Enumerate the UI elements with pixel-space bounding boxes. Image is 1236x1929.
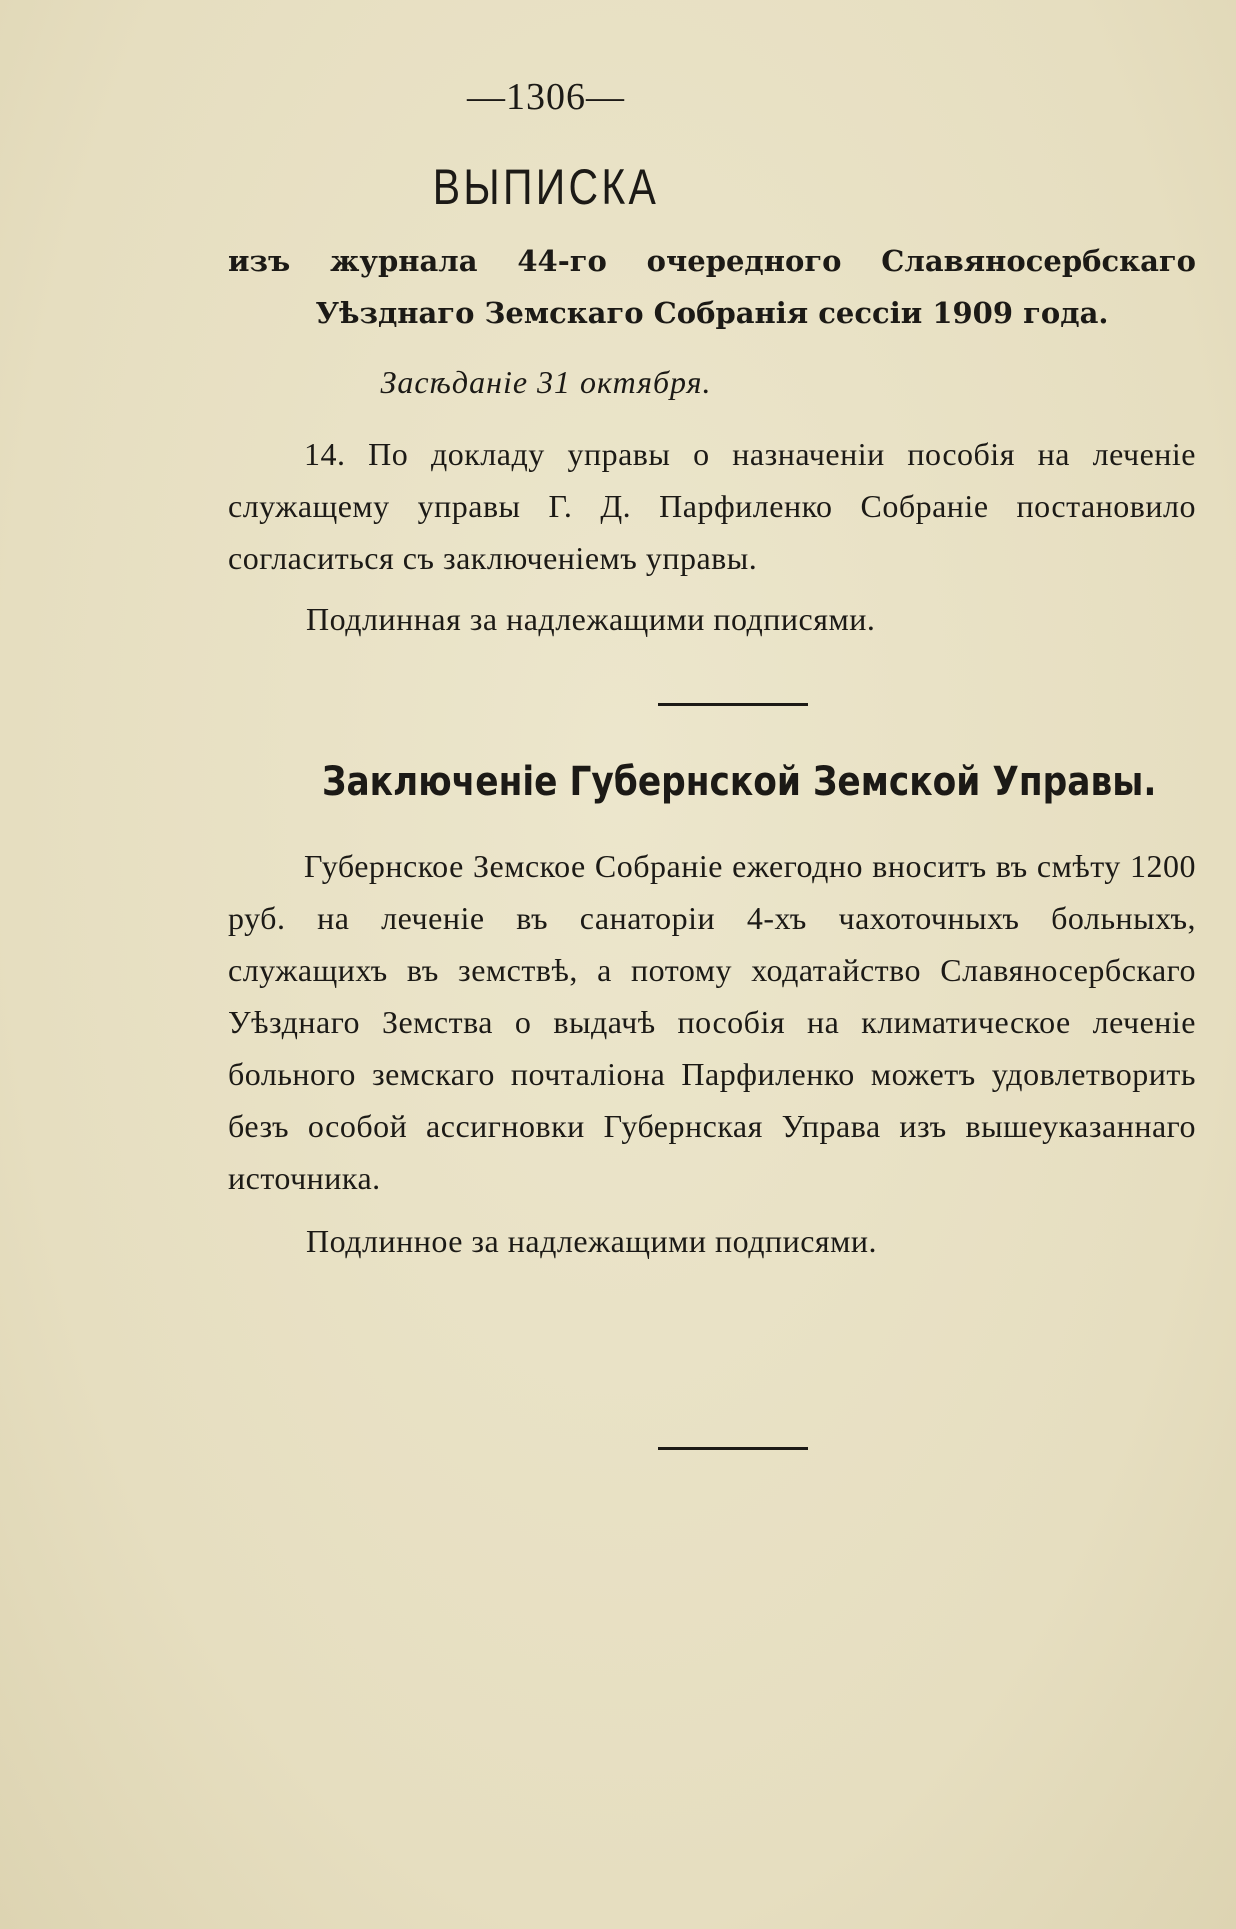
conclusion-paragraph: Губернское Земское Собраніе ежегодно вноситъ въ смѣту 1200 руб. на леченіе въ санаторіи 4-хъ чахоточныхъ больныхъ, служащихъ въ земствѣ, а потому ходатайство Славяносербскаго Уѣзднаго Земства о выдачѣ пособія на климатическое леченіе больного земскаго почталіона Парфиленко можетъ удовлетворить безъ особой ассигновки Губернская Управа изъ вышеуказаннаго источника. xyxy=(228,848,1196,1196)
document-subtitle: изъ журнала 44-го очередного Славяносербскаго Уѣзднаго Земскаго Собранія сессіи 1909 года. xyxy=(228,244,1196,330)
signature-note-2: Подлинное за надлежащими подписями. xyxy=(306,1223,878,1259)
document-title: ВЫПИСКА xyxy=(432,159,660,215)
section-title: Заключеніе Губернской Земской Управы. xyxy=(322,759,1157,805)
page-number: —1306— xyxy=(467,76,625,118)
divider-rule-bottom xyxy=(658,1447,808,1450)
divider-rule xyxy=(658,703,808,706)
session-date: Засѣданіе 31 октября. xyxy=(380,364,712,400)
signature-note-1: Подлинная за надлежащими подписями. xyxy=(306,601,876,637)
resolution-paragraph: 14. По докладу управы о назначеніи пособія на леченіе служащему управы Г. Д. Парфиленко Собраніе постановило согласиться съ заключеніемъ управы. xyxy=(228,436,1196,576)
